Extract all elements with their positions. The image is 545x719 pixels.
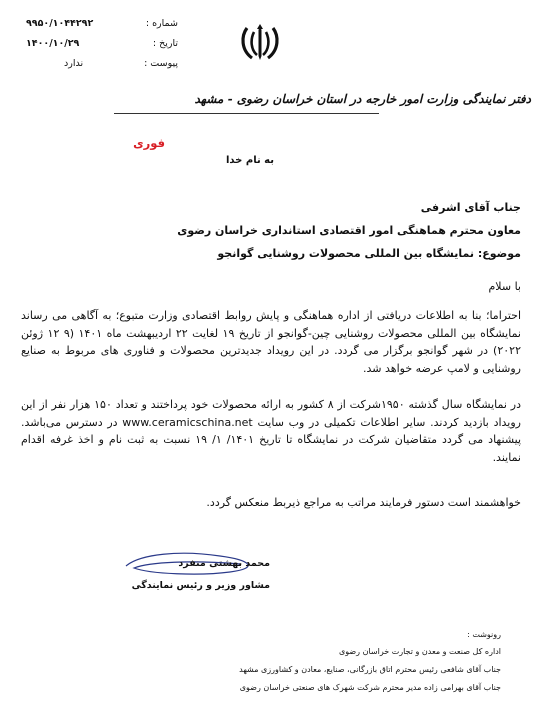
signature-block — [120, 548, 270, 598]
letter-number-label: شماره : — [145, 18, 178, 29]
cc-label: رونوشت : — [467, 630, 501, 639]
organization-name: دفتر نمایندگی وزارت امور خارجه در استان خراسان رضوی - مشهد — [194, 92, 531, 106]
cc-item: جناب آقای شافعی رئیس محترم اتاق بازرگانی، صنایع، معادن و کشاورزی مشهد — [239, 665, 501, 674]
letter-date-label: تاریخ : — [152, 38, 178, 49]
closing-paragraph: خواهشمند است دستور فرمایند مراتب به مراجع ذیربط منعکس گردد. — [206, 496, 521, 509]
body-paragraph-1: احتراما؛ بنا به اطلاعات دریافتی از اداره هماهنگی و پایش روابط اقتصادی وزارت متبوع؛ به آگاهی می رساند نمایشگاه بین المللی محصولات روشنایی چین-گوانجو از تاریخ ۱۹ لغایت ۲۲ اردیبهشت ماه ۱۴۰۱ (۹ ۱۲ ژوئن ۲۰۲۲) در شهر گوانجو برگزار می گردد. در این رویداد جدیدترین محصولات و فناوری های مربوط به صنایع روشنایی و لامپ عرضه خواهد شد. — [21, 309, 521, 375]
letter-attachment-label: پیوست : — [144, 58, 178, 69]
iran-emblem-icon — [238, 22, 282, 62]
letter-attachment-row — [14, 58, 184, 78]
urgency-label: فوری — [133, 136, 165, 150]
signatory-title: مشاور وزیر و رئیس نمایندگی — [131, 580, 270, 591]
body-paragraph-2: در نمایشگاه سال گذشته ۱۹۵۰شرکت از ۸ کشور به ارائه محصولات خود پرداختند و تعداد ۱۵۰ هزار نفر از این رویداد بازدید کردند. سایر اطلاعات تکمیلی در وب سایت www.ceramicschina.net در دسترس می‌باشد. پیشنهاد می گردد متقاضیان شرکت در نمایشگاه تا تاریخ ۱۴۰۱/ ۱/ ۱۹ نسبت به ثبت نام و اخذ غرفه اقدام نمایند. — [21, 398, 522, 464]
greeting: با سلام — [488, 280, 521, 293]
letter-attachment-value: ندارد — [64, 58, 84, 69]
cc-item: اداره کل صنعت و معدن و تجارت خراسان رضوی — [338, 647, 501, 656]
recipient-title: معاون محترم هماهنگی امور اقتصادی استانداری خراسان رضوی — [177, 224, 521, 237]
letter-date-value: ۱۴۰۰/۱۰/۲۹ — [26, 38, 80, 49]
header-divider — [114, 113, 379, 114]
letter-meta — [14, 18, 184, 78]
cc-item: جناب آقای بهرامی زاده مدیر محترم شرکت شهرک های صنعتی خراسان رضوی — [239, 683, 501, 692]
letter-number-row — [14, 18, 184, 38]
bismillah-heading: به نام خدا — [225, 155, 275, 166]
recipient-name: جناب آقای اشرفی — [420, 201, 521, 214]
letter-subject: موضوع: نمایشگاه بین المللی محصولات روشنایی گوانجو — [217, 247, 521, 260]
letter-date-row — [14, 38, 184, 58]
signatory-name: محمد بهشتی منفرد — [178, 558, 270, 569]
letter-number-value: ۹۹۵۰/۱۰۴۴۲۹۲ — [26, 18, 94, 29]
